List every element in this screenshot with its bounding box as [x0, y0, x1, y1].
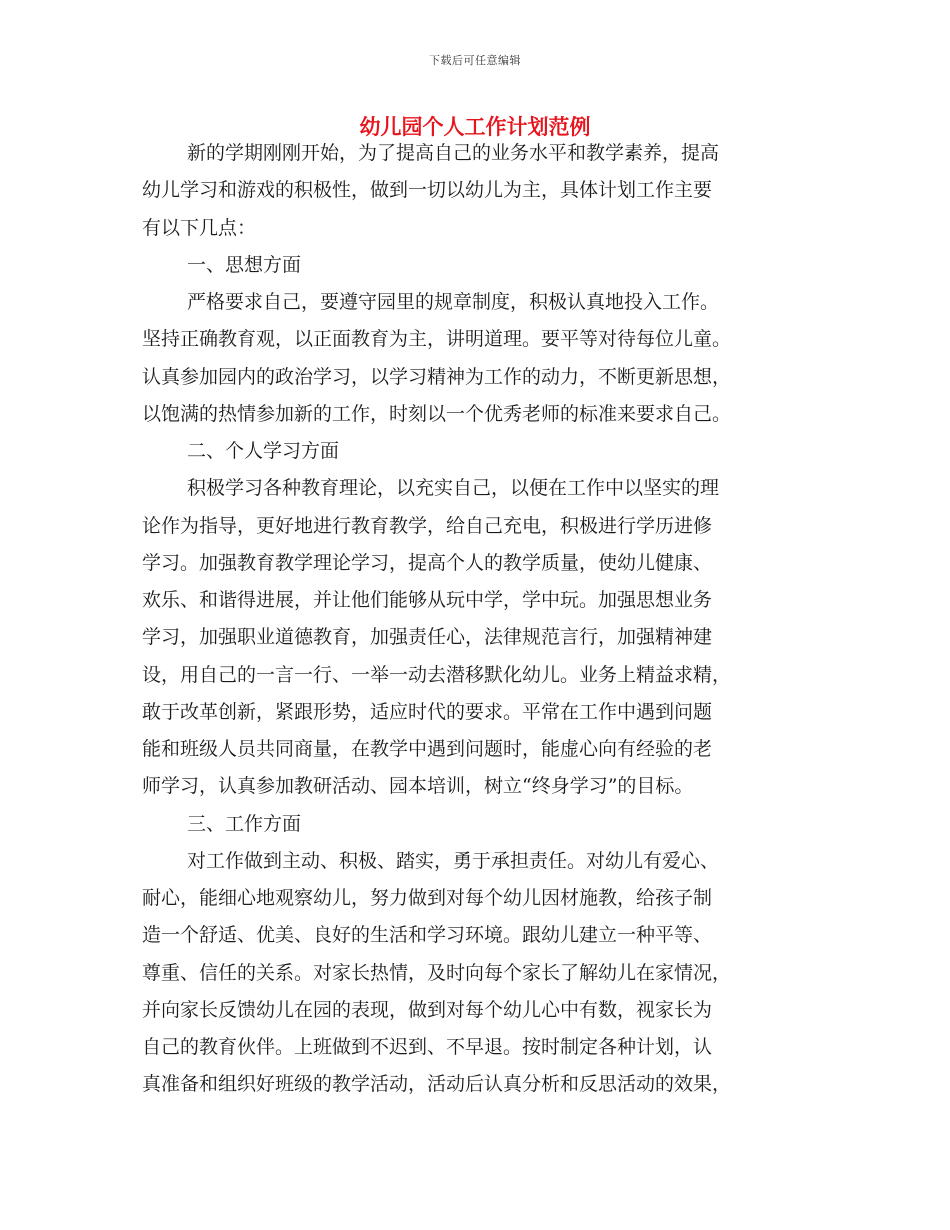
text-line: 严格要求自己，要遵守园里的规章制度，积极认真地投入工作。	[187, 291, 720, 313]
text-line: 坚持正确教育观，以正面教育为主，讲明道理。要平等对待每位儿童。	[142, 328, 732, 351]
text-line: 三、工作方面	[187, 812, 302, 835]
document-title: 幼儿园个人工作计划范例	[359, 114, 591, 139]
text-line: 积极学习各种教育理论，以充实自己，以便在工作中以坚实的理	[187, 477, 720, 500]
text-line: 以饱满的热情参加新的工作，时刻以一个优秀老师的标准来要求自己。	[142, 402, 732, 425]
text-line: 耐心，能细心地观察幼儿，努力做到对每个幼儿因材施教，给孩子制	[142, 887, 713, 909]
text-line: 欢乐、和谐得进展，并让他们能够从玩中学，学中玩。加强思想业务	[142, 589, 713, 611]
text-line: 认真参加园内的政治学习，以学习精神为工作的动力，不断更新思想，	[142, 365, 732, 388]
text-line: 并向家长反馈幼儿在园的表现，做到对每个幼儿心中有数，视家长为	[142, 998, 713, 1021]
text-line: 尊重、信任的关系。对家长热情，及时向每个家长了解幼儿在家情况，	[142, 961, 732, 984]
text-line: 设，用自己的一言一行、一举一动去潜移默化幼儿。业务上精益求精，	[142, 663, 732, 686]
text-line: 敢于改革创新，紧跟形势，适应时代的要求。平常在工作中遇到问题	[142, 700, 713, 723]
text-line: 幼儿学习和游戏的积极性，做到一切以幼儿为主，具体计划工作主要	[142, 179, 713, 202]
header-note: 下载后可任意编辑	[429, 54, 521, 67]
text-line: 学习。加强教育教学理论学习，提高个人的教学质量，使幼儿健康、	[142, 551, 713, 574]
text-line: 自己的教育伙伴。上班做到不迟到、不早退。按时制定各种计划，认	[142, 1036, 713, 1058]
text-line: 二、个人学习方面	[187, 440, 340, 462]
document-body	[142, 135, 808, 1104]
text-line: 有以下几点：	[142, 216, 257, 239]
text-line: 论作为指导，更好地进行教育教学，给自己充电，积极进行学历进修	[142, 514, 713, 537]
text-line: 新的学期刚刚开始，为了提高自己的业务水平和教学素养，提高	[187, 142, 720, 164]
text-line: 一、思想方面	[187, 253, 302, 276]
text-line: 真准备和组织好班级的教学活动，活动后认真分析和反思活动的效果，	[142, 1073, 732, 1096]
text-line: 师学习，认真参加教研活动、园本培训，树立“终身学习”的目标。	[142, 775, 694, 798]
text-line: 造一个舒适、优美、良好的生活和学习环境。跟幼儿建立一种平等、	[142, 924, 713, 947]
text-line: 学习，加强职业道德教育，加强责任心，法律规范言行，加强精神建	[142, 626, 713, 649]
text-line: 对工作做到主动、积极、踏实，勇于承担责任。对幼儿有爱心、	[187, 849, 720, 872]
text-line: 能和班级人员共同商量，在教学中遇到问题时，能虚心向有经验的老	[142, 738, 713, 760]
